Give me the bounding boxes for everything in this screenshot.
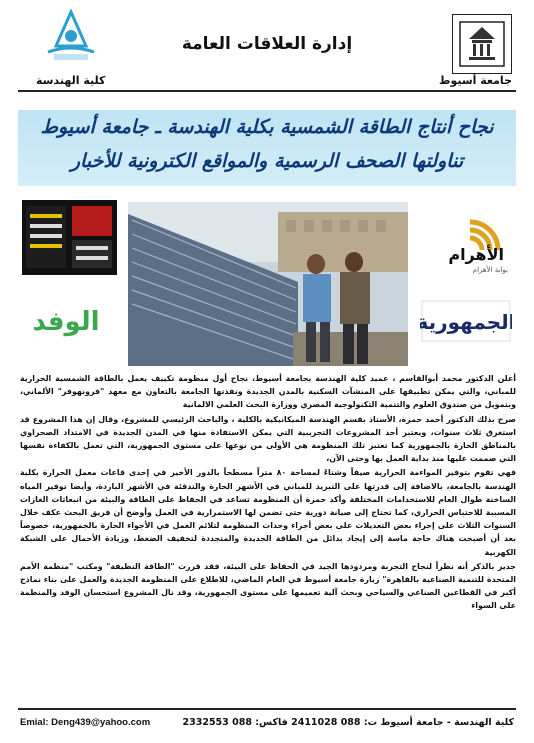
solar-collector-photo-icon: [128, 202, 408, 366]
headline-line-2: تناولتها الصحف الرسمية والمواقع الكترونية للأخبار: [70, 150, 464, 172]
tv-channel-graphic: [22, 200, 117, 275]
footer: [20, 717, 514, 728]
tv-screen-icon: [22, 200, 117, 275]
faculty-name: كلية الهندسة: [36, 74, 106, 87]
wafd-logo: [22, 300, 110, 340]
ahram-logo: [428, 210, 512, 276]
department-title: إدارة العلاقات العامة: [181, 34, 353, 54]
university-name: جامعة أسيوط: [439, 74, 512, 87]
gomhuria-title: الجمهورية: [420, 310, 512, 334]
wafd-title: الوفد: [32, 307, 100, 337]
headline-line-1: نجاح أنتاج الطاقة الشمسية بكلية الهندسة ـ جامعة أسيوط: [40, 116, 494, 138]
ahram-title: الأهرام: [448, 245, 504, 264]
gomhuria-logo: [420, 295, 512, 345]
article-paragraph: صرح بذلك الدكتور أحمد حمزة، الأستاذ بقسم الهندسة الميكانيكية بالكلية ، والباحث الرئيسي للمشروع، وقال إن هذا المشروع قد استغرق ثلاث سنوات، ويعتبر أحد المشروعات التجريبية التي يمكن الاستفادة منها في المدن الجديدة في الامتداد الصحراوي بالمناطق الحارة بالجمهورية كما تعتبر تلك المنظومة هي الأولى من نوعها على مستوى الجمهورية، التي تعمل بالكفاءة نفسها التي صممت عليها منذ بداية العمل بها وحتى الآن،: [20, 414, 516, 464]
gomhuria-masthead-icon: [420, 295, 512, 345]
header-divider: [18, 90, 516, 92]
footer-divider: [18, 708, 516, 710]
article-body: [20, 372, 516, 614]
article-paragraph: فهي تقوم بتوفير المواءمة الحرارية صيفاً وشتاءً لمساحة ٨٠ متراً مسطحاً بالدور الأخير في إحدى قاعات معمل الحرارة بكلية الهندسة بالجامعة، بالاضافة إلى قدرتها على التبريد للمباني في الأشهر الحارة والتدفئة في الأشهر الباردة، وأيضا توفير المياه الساخنة طوال العام للاستخدامات المختلفة وأكد حمزة أن المنظومة تساعد في الحفاظ على الطاقة والبيئة من انبعاثات الغازات المسببة للاحتباس الحراري، كما تحتاج إلى صيانة دورية حتى تضمن لها الاستمرارية في العمل وأوضح أن فريق البحث عكف خلال السنوات الثلاث على إجراء بعض التعديلات على بعض أجزاء وحدات المنظومة لتلائم العمل في الأجواء الحارة بالجمهورية، خصوصاً بعد أن أصبحت هناك حاجة ماسة إلى إيجاد بدائل من الطاقة الجديدة والمتجددة لتخفيف الضغط، وزيادة الأحمال على الشبكة الكهربية: [20, 468, 516, 557]
article-paragraph: جدير بالذكر أنه نظراً لنجاح التجربة ومردودها الجيد في الحفاظ على البيئة، فقد قررت "الطاقة النظيفة" ومكتب "منظمة الأمم المتحدة للتنمية الصناعية بالقاهرة" زيارة جامعة أسيوط في العام الماضي، للاطلاع على المنظومة الجديدة والعمل على بناء نماذج أكبر في القطاعين الصناعي والسياحي وبحث آلية تعميمها على مستوى الجمهورية، وقد نال المشروع استحسان الوفد والمنظمة على السواء: [20, 561, 516, 611]
article-paragraph: أعلن الدكتور محمد أبوالقاسم ، عميد كلية الهندسة بجامعة أسيوط، نجاح أول منظومة تكييف يعمل بالطاقة الشمسية الحرارية للمباني، والتي يمكن تطبيقها على المنشآت السكنية بالمدن الجديدة ونفذتها الجامعة بالتعاون مع معهد "فرونهوفر" الألماني، وبتمويل من صندوق العلوم والتنمية التكنولوجية المصري ووزارة البحث العلمي الالمانية: [20, 374, 516, 410]
wafd-masthead-icon: [22, 300, 110, 340]
footer-address: كلية الهندسة - جامعة أسيوط ت: 088 2411028 فاكس: 088 2332553: [182, 717, 514, 728]
footer-email: Emial: Deng439@yahoo.com: [20, 717, 151, 728]
solar-panels-photo: [128, 202, 408, 366]
ahram-signal-icon: [428, 210, 512, 276]
ahram-subtitle: بوابة الأهرام: [472, 266, 508, 274]
